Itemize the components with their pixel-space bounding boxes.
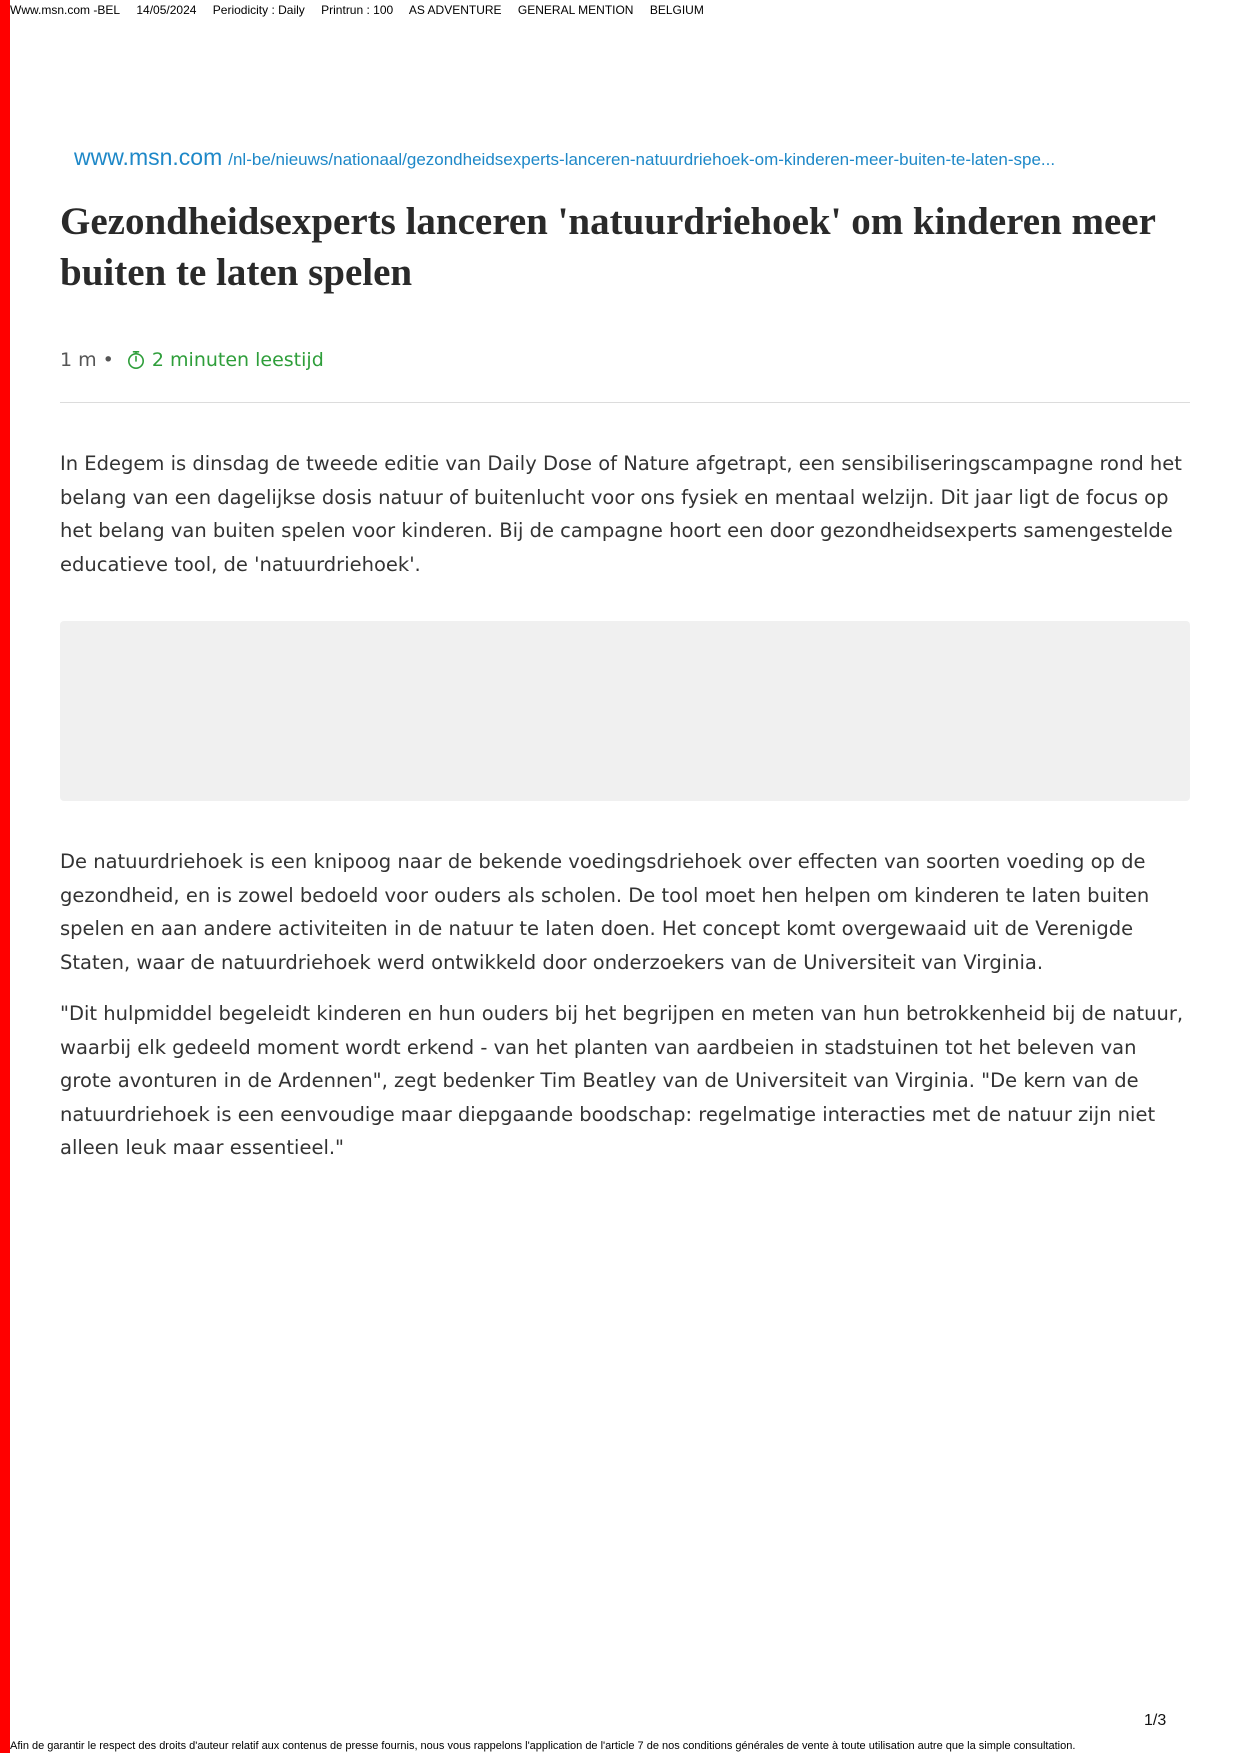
url-path[interactable]: /nl-be/nieuws/nationaal/gezondheidsexperts-lanceren-natuurdriehoek-om-kinderen-meer-buiten-te-laten-spe... [228, 150, 1056, 169]
printrun: Printrun : 100 [321, 3, 394, 17]
country: BELGIUM [649, 3, 704, 17]
article-byline [60, 349, 324, 371]
article-url[interactable] [74, 144, 1184, 171]
article-title: Gezondheidsexperts lanceren 'natuurdriehoek' om kinderen meer buiten te laten spelen [60, 200, 1156, 294]
article-paragraph: De natuurdriehoek is een knipoog naar de bekende voedingsdriehoek over effecten van soorten voeding op de gezondheid, en is zowel bedoeld voor ouders als scholen. De tool moet hen helpen om kinderen te laten buiten spelen en aan andere activiteiten in de natuur te laten doen. Het concept komt overgewaaid uit de Verenigde Staten, waar de natuurdriehoek werd ontwikkeld door onderzoekers van de Universiteit van Virginia. [60, 850, 1150, 974]
byline-divider [60, 402, 1190, 403]
publication-date: 14/05/2024 [136, 3, 197, 17]
article-age: 1 m [60, 349, 97, 371]
press-metadata-line [10, 3, 717, 17]
source-name: Www.msn.com -BEL [10, 3, 121, 17]
url-domain[interactable]: www.msn.com [74, 144, 223, 170]
client-name: AS ADVENTURE [408, 3, 502, 17]
left-margin-bar [0, 0, 10, 1753]
article-paragraph: In Edegem is dinsdag de tweede editie van Daily Dose of Nature afgetrapt, een sensibiliseringscampagne rond het belang van een dagelijkse dosis natuur of buitenlucht voor ons fysiek en mentaal welzijn. Dit jaar ligt de focus op het belang van buiten spelen voor kinderen. Bij de campagne hoort een door gezondheidsexperts samengestelde educatieve tool, de 'natuurdriehoek'. [60, 452, 1182, 576]
article-paragraph: "Dit hulpmiddel begeleidt kinderen en hun ouders bij het begrijpen en meten van hun betrokkenheid bij de natuur, waarbij elk gedeeld moment wordt erkend - van het planten van aardbeien in stadstuinen tot het beleven van grote avonturen in de Ardennen", zegt bedenker Tim Beatley van de Universiteit van Virginia. "De kern van de natuurdriehoek is een eenvoudige maar diepgaande boodschap: regelmatige interacties met de natuur zijn niet alleen leuk maar essentieel." [60, 1002, 1184, 1159]
separator-dot: • [102, 349, 114, 371]
ad-placeholder [60, 621, 1190, 801]
mention-type: GENERAL MENTION [517, 3, 634, 17]
periodicity: Periodicity : Daily [212, 3, 305, 17]
page-number: 1/3 [1144, 1712, 1167, 1729]
copyright-footer: Afin de garantir le respect des droits d'auteur relatif aux contenus de presse fournis, nous vous rappelons l'application de l'article 7 de nos conditions générales de vente à toute utilisation autre que la simple consultation. [10, 1740, 1076, 1752]
stopwatch-icon [126, 350, 146, 370]
read-time: 2 minuten leestijd [151, 349, 324, 371]
